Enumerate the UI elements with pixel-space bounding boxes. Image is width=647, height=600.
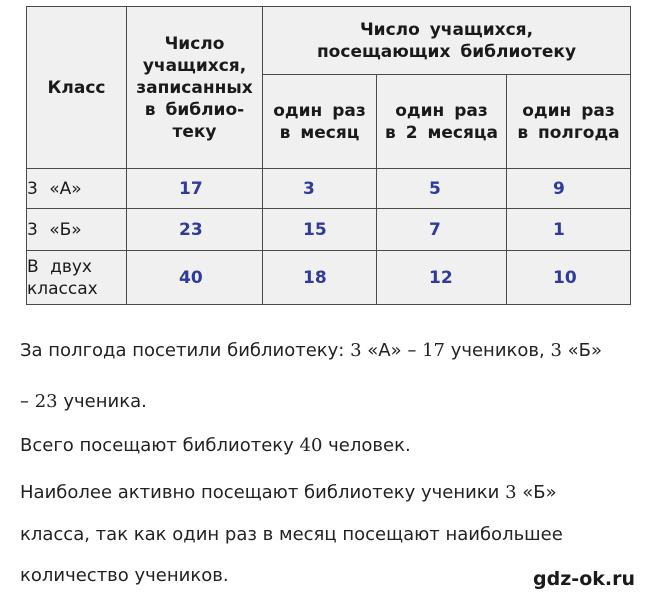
header-class-label: Класс (47, 77, 106, 98)
header-enrolled-line: записанных (136, 77, 253, 98)
text-run: Наиболее активно посещают библиотеку ученики (20, 482, 506, 503)
text-run: Всего посещают библиотеку (20, 435, 300, 456)
math-number: 3 (550, 340, 562, 361)
text-run: учеников, (444, 340, 551, 361)
table-row (27, 169, 631, 209)
header-attending-line: посещающих библиотеку (316, 41, 577, 62)
text-run: – (20, 391, 35, 412)
site-watermark: gdz-ok.ru (533, 568, 635, 590)
math-number: 40 (299, 435, 323, 456)
text-run: «А» – (361, 340, 423, 361)
row-class-label: 3 «А» (27, 178, 82, 199)
answer-paragraph-5: класса, так как один раз в месяц посещают наибольшее (20, 524, 563, 545)
header-enrolled-line: Число (164, 33, 225, 54)
math-number: 17 (422, 340, 445, 361)
text-run: ученика. (57, 391, 147, 412)
row-enrolled-cell: 17 (127, 169, 263, 209)
answer-paragraph-6: количество учеников. (20, 565, 229, 586)
row-month-cell: 15 (263, 209, 377, 251)
row-class-cell (27, 169, 127, 209)
library-table-wrapper (26, 6, 630, 304)
table-row (27, 209, 631, 251)
row-half-year-cell: 10 (507, 251, 631, 305)
header-sub-line: в полгода (517, 122, 620, 143)
row-enrolled-cell: 40 (127, 251, 263, 305)
answer-paragraph-2 (20, 391, 147, 412)
row-class-label: В двух (27, 256, 92, 277)
header-class (27, 7, 127, 169)
row-month-cell: 3 (263, 169, 377, 209)
header-sub-line: один раз (273, 100, 366, 121)
answer-paragraph-4 (20, 482, 557, 503)
header-once-2months (377, 75, 507, 169)
row-half-year-cell: 1 (507, 209, 631, 251)
text-run: За полгода посетили библиотеку: (20, 340, 351, 361)
header-attending (263, 7, 631, 75)
library-table (26, 6, 631, 305)
text-run: «Б» (561, 340, 603, 361)
row-half-year-cell: 9 (507, 169, 631, 209)
answer-paragraph-1 (20, 340, 602, 361)
header-once-month (263, 75, 377, 169)
header-row-1 (27, 7, 631, 75)
text-run: «Б» (516, 482, 557, 503)
row-class-cell (27, 209, 127, 251)
header-enrolled-line: в библио- (144, 99, 245, 120)
row-class-label: 3 «Б» (27, 219, 82, 240)
header-sub-line: один раз (522, 100, 615, 121)
row-class-cell (27, 251, 127, 305)
header-attending-line: Число учащихся, (359, 19, 534, 40)
row-two-months-cell: 7 (377, 209, 507, 251)
header-sub-line: в 2 месяца (385, 122, 498, 143)
row-two-months-cell: 5 (377, 169, 507, 209)
row-enrolled-cell: 23 (127, 209, 263, 251)
header-sub-line: в месяц (279, 122, 360, 143)
math-number: 23 (34, 391, 58, 412)
header-once-halfyear (507, 75, 631, 169)
answer-paragraph-3 (20, 435, 411, 456)
math-number: 3 (350, 340, 362, 361)
text-run: человек. (322, 435, 411, 456)
header-enrolled (127, 7, 263, 169)
row-class-label: классах (27, 278, 98, 299)
header-sub-line: один раз (395, 100, 488, 121)
math-number: 3 (505, 482, 517, 503)
header-enrolled-line: теку (172, 121, 217, 142)
table-row (27, 251, 631, 305)
header-enrolled-line: учащихся, (142, 55, 247, 76)
row-month-cell: 18 (263, 251, 377, 305)
row-two-months-cell: 12 (377, 251, 507, 305)
